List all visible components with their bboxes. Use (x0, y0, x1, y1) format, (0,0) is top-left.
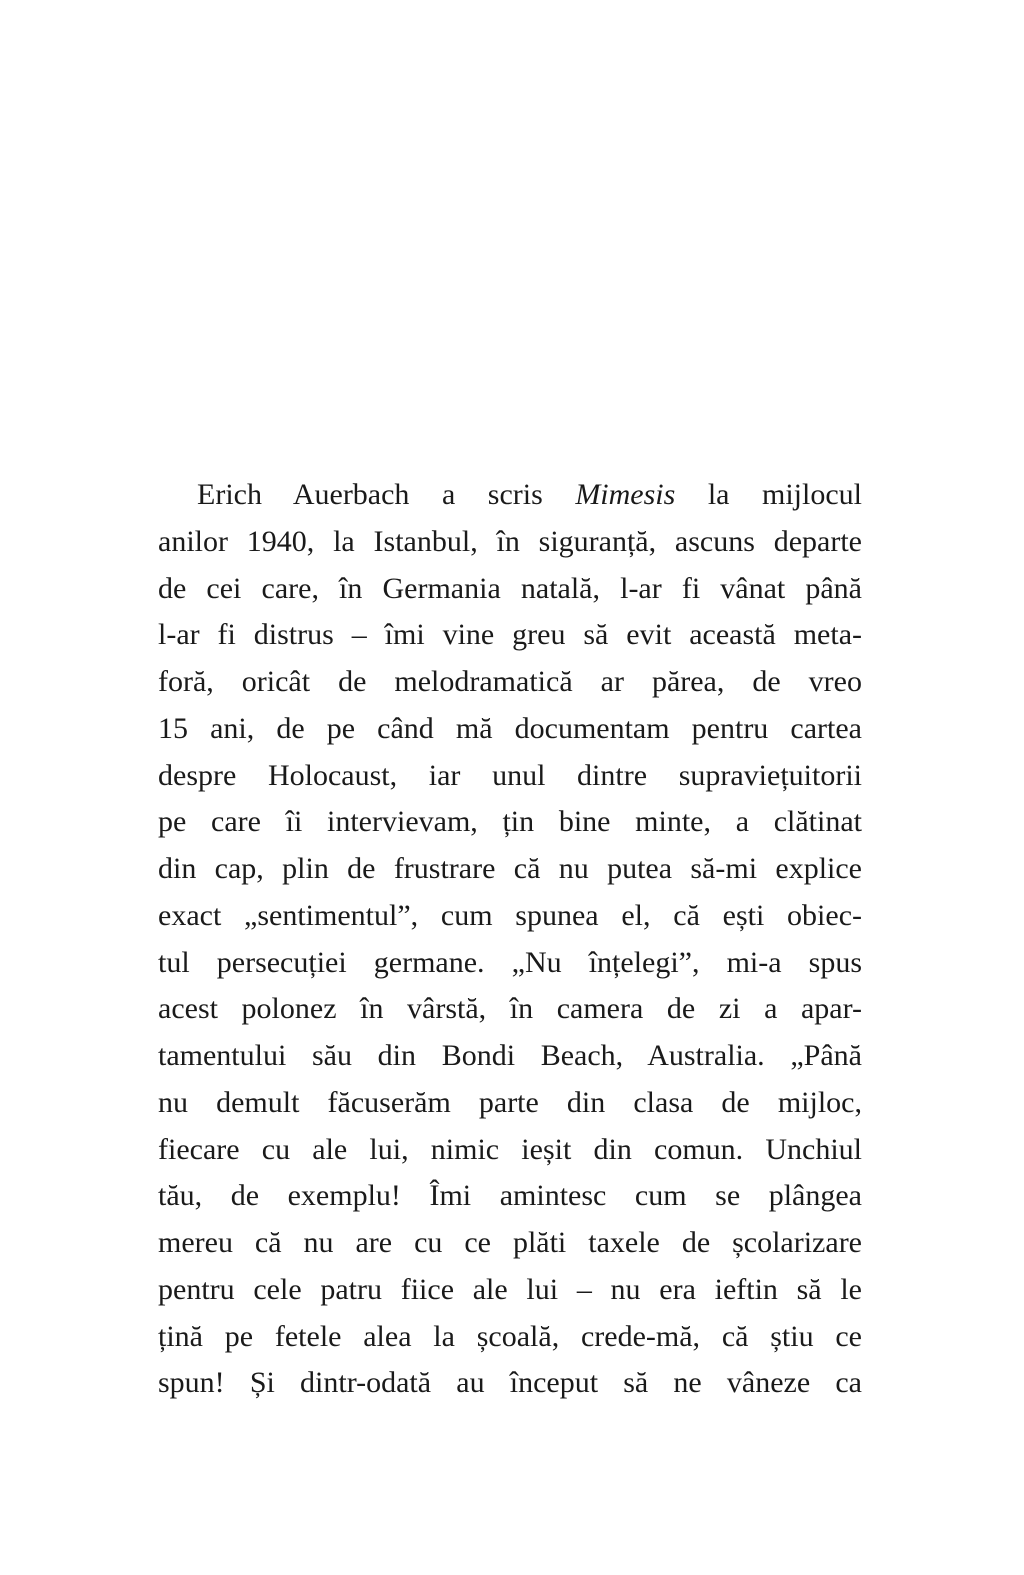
text-line: spun! Și dintr-odată au început să ne vâneze ca (158, 1366, 862, 1400)
text-line: tău, de exemplu! Îmi amintesc cum se plângea (158, 1179, 862, 1213)
text-line-1 (158, 472, 862, 519)
text-segment: la mijlocul (675, 478, 862, 511)
text-line: de cei care, în Germania natală, l-ar fi vânat până (158, 571, 862, 605)
book-page-text (158, 472, 862, 1407)
text-line: 15 ani, de pe când mă documentam pentru cartea (158, 711, 862, 745)
text-line: despre Holocaust, iar unul dintre supraviețuitorii (158, 758, 862, 792)
book-title-mimesis: Mimesis (575, 478, 676, 511)
text-segment: Erich Auerbach a scris (197, 478, 576, 511)
text-line: țină pe fetele alea la școală, crede-mă, că știu ce (158, 1319, 862, 1353)
text-line: fiecare cu ale lui, nimic ieșit din comun. Unchiul (158, 1132, 862, 1166)
text-line: anilor 1940, la Istanbul, în siguranță, ascuns departe (158, 524, 862, 558)
text-line: exact „sentimentul”, cum spunea el, că ești obiec- (158, 898, 862, 932)
text-line: mereu că nu are cu ce plăti taxele de școlarizare (158, 1226, 862, 1259)
text-line: pe care îi intervievam, țin bine minte, a clătinat (158, 805, 862, 839)
text-line: pentru cele patru fiice ale lui – nu era ieftin să le (158, 1272, 862, 1306)
text-line: tamentului său din Bondi Beach, Australia. „Până (158, 1039, 862, 1072)
text-line: din cap, plin de frustrare că nu putea să-mi explice (158, 852, 862, 885)
text-line: nu demult făcuserăm parte din clasa de mijloc, (158, 1085, 862, 1119)
text-line: tul persecuției germane. „Nu înțelegi”, mi-a spus (158, 945, 862, 979)
text-line: l-ar fi distrus – îmi vine greu să evit această meta- (158, 618, 862, 652)
text-line: acest polonez în vârstă, în camera de zi a apar- (158, 992, 862, 1026)
text-line: foră, oricât de melodramatică ar părea, de vreo (158, 665, 862, 698)
